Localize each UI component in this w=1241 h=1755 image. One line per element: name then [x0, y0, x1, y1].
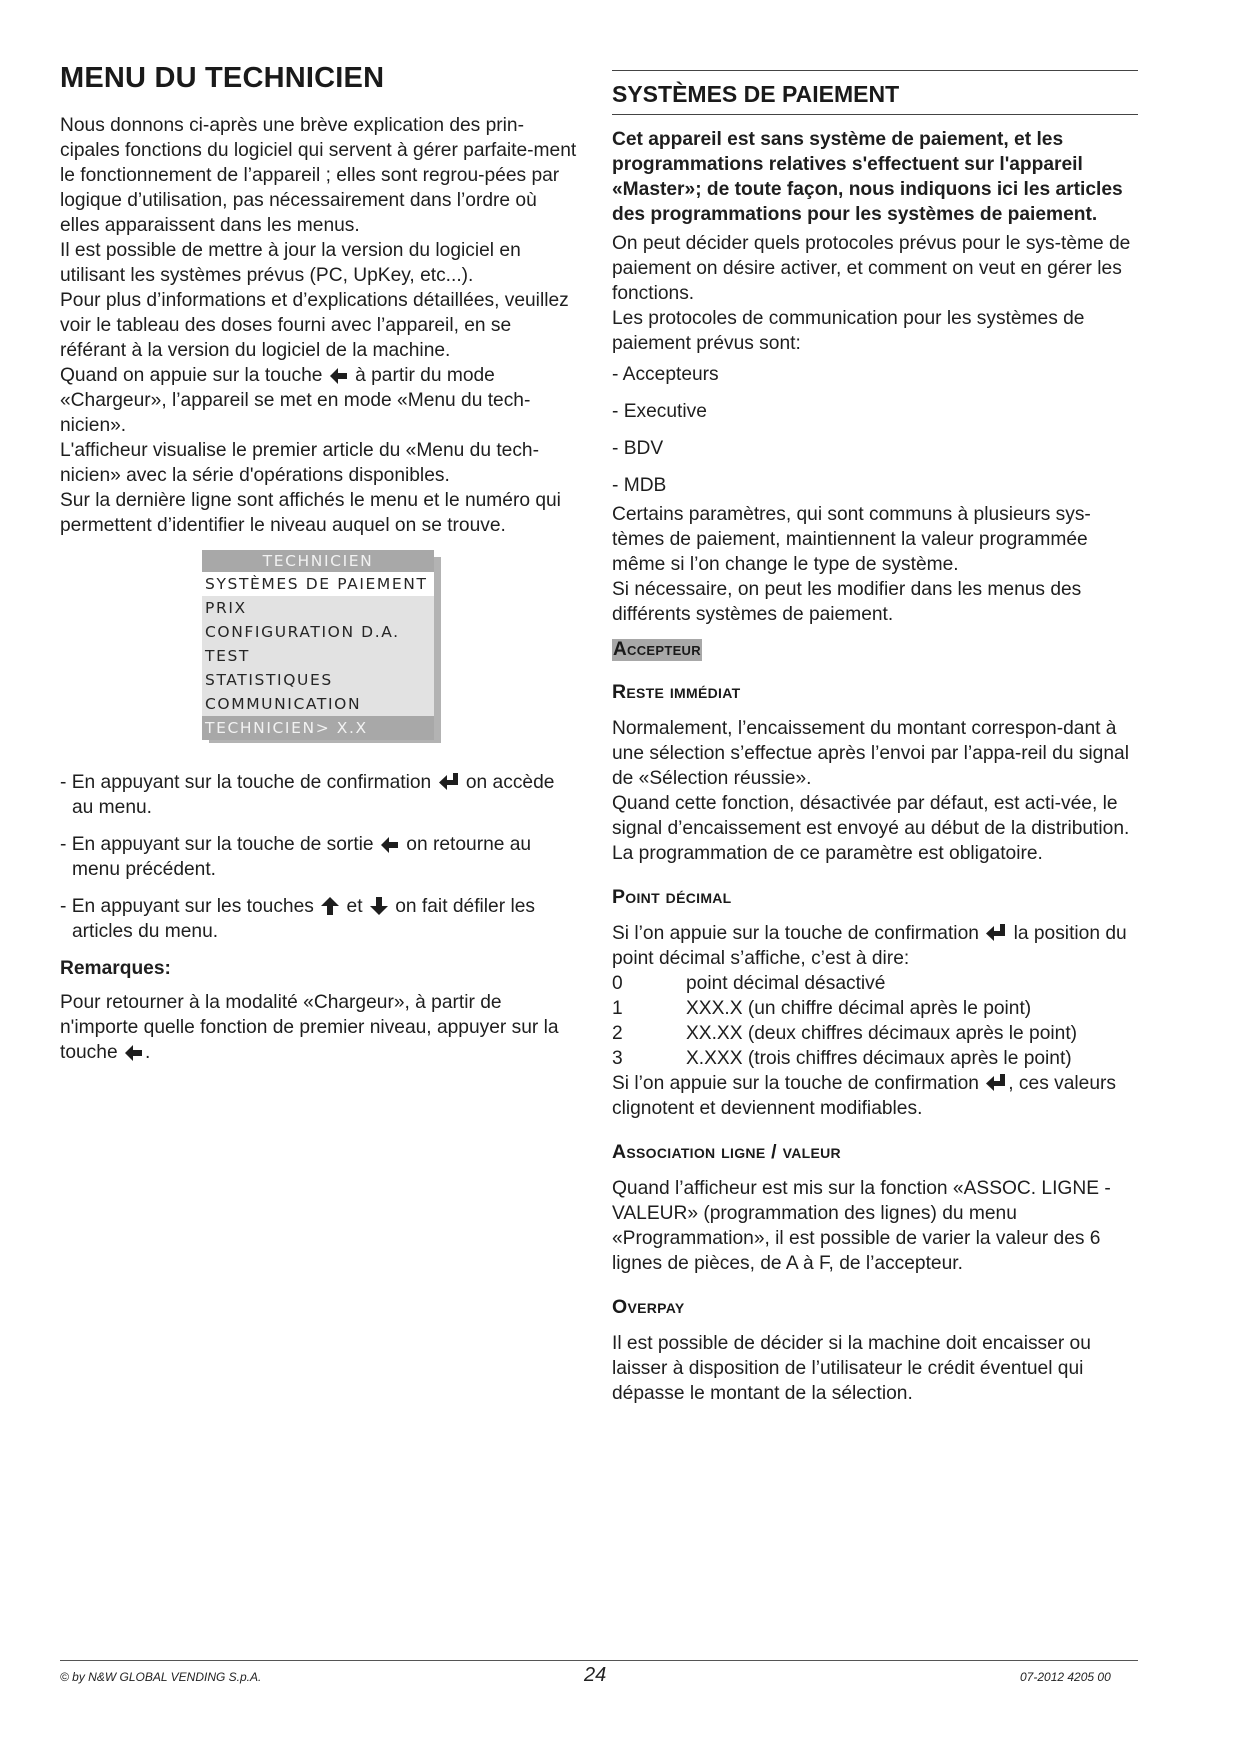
- protocol-item: - Executive: [612, 401, 707, 422]
- table-value: point décimal désactivé: [686, 973, 886, 994]
- paragraph-text: Si l’on appuie sur la touche de confirmation: [612, 1073, 979, 1094]
- list-item-text: on retourne au menu précédent.: [72, 834, 532, 880]
- paragraph: Il est possible de mettre à jour la version du logiciel en utilisant les systèmes prévus (PC, UpKey, etc...).: [60, 240, 521, 286]
- paragraph: Nous donnons ci-après une brève explication des prin-cipales fonctions du logiciel qui servent à gérer parfaite-ment le fonctionnement de l’appareil ; elles sont regrou-pées par logique d’utilisation, pas nécessairement dans l’ordre où elles apparaissent dans les menus.: [60, 115, 577, 236]
- paragraph: Il est possible de décider si la machine doit encaisser ou laisser à disposition de l’utilisateur le crédit éventuel qui dépasse le montant de la sélection.: [612, 1333, 1091, 1404]
- lcd-footer: TECHNICIEN> X.X: [202, 716, 434, 740]
- protocol-item: - MDB: [612, 475, 667, 496]
- enter-icon: [986, 924, 1006, 942]
- table-key: 1: [612, 998, 623, 1019]
- paragraph: Quand cette fonction, désactivée par défaut, est acti-vée, le signal d’encaissement est envoyé au début de la distribution.: [612, 793, 1130, 839]
- table-key: 2: [612, 1023, 623, 1044]
- table-row: [612, 1046, 1138, 1071]
- lcd-item: CONFIGURATION D.A.: [205, 623, 400, 641]
- list-item: [60, 894, 580, 944]
- footer-copyright: © by N&W GLOBAL VENDING S.p.A.: [60, 1670, 262, 1684]
- list-item-text: on fait défiler les articles du menu.: [72, 896, 535, 942]
- remarks-paragraph: [60, 990, 580, 1065]
- page-number: 24: [584, 1664, 607, 1686]
- list-item-text: - En appuyant sur la touche de confirmation: [60, 772, 432, 793]
- paragraph: [60, 363, 580, 438]
- table-row: [612, 1021, 1138, 1046]
- table-value: X.XXX (trois chiffres décimaux après le point): [686, 1048, 1072, 1069]
- lcd-title: TECHNICIEN: [202, 550, 434, 572]
- paragraph: Sur la dernière ligne sont affichés le menu et le numéro qui permettent d’identifier le niveau auquel on se trouve.: [60, 490, 561, 536]
- paragraph: Si nécessaire, on peut les modifier dans les menus des différents systèmes de paiement.: [612, 579, 1082, 625]
- paragraph: [612, 1071, 1138, 1121]
- table-value: XXX.X (un chiffre décimal après le point): [686, 998, 1032, 1019]
- paragraph-text: à partir du mode «Chargeur», l’appareil se met en mode «Menu du tech-nicien».: [60, 365, 531, 436]
- list-item-text: - En appuyant sur la touche de sortie: [60, 834, 374, 855]
- paragraph: Certains paramètres, qui sont communs à plusieurs sys-tèmes de paiement, maintiennent la valeur programmée même si l’on change le type de système.: [612, 504, 1091, 575]
- right-column: [612, 70, 1138, 1406]
- paragraph-text: Si l’on appuie sur la touche de confirmation: [612, 923, 979, 944]
- lcd-item-selected: SYSTÈMES DE PAIEMENT: [202, 572, 434, 596]
- table-key: 3: [612, 1048, 623, 1069]
- paragraph: L'afficheur visualise le premier article du «Menu du tech-nicien» avec la série d'opérations disponibles.: [60, 440, 539, 486]
- lcd-item: STATISTIQUES: [205, 671, 333, 689]
- paragraph: Pour plus d’informations et d’explications détaillées, veuillez voir le tableau des doses fourni avec l’appareil, en se référant à la version du logiciel de la machine.: [60, 290, 569, 361]
- table-row: [612, 971, 1138, 996]
- paragraph: Quand l’afficheur est mis sur la fonction «ASSOC. LIGNE - VALEUR» (programmation des lignes) du menu «Programmation», il est possible de varier la valeur des 6 lignes de pièces, de A à F, de l’accepteur.: [612, 1178, 1111, 1274]
- enter-icon: [986, 1074, 1006, 1092]
- enter-icon: [439, 773, 459, 791]
- paragraph-text: Pour retourner à la modalité «Chargeur», à partir de n'importe quelle fonction de premier niveau, appuyer sur la touche: [60, 992, 559, 1063]
- back-arrow-icon: [330, 368, 348, 384]
- paragraph: La programmation de ce paramètre est obligatoire.: [612, 843, 1043, 864]
- subsection-title: Reste immédiat: [612, 681, 741, 703]
- paragraph-text: , ces valeurs clignotent et deviennent modifiables.: [612, 1073, 1116, 1119]
- paragraph: [612, 921, 1138, 971]
- lcd-item: TEST: [205, 647, 250, 665]
- paragraph-text: Quand on appuie sur la touche: [60, 365, 323, 386]
- table-value: XX.XX (deux chiffres décimaux après le point): [686, 1023, 1078, 1044]
- back-arrow-icon: [381, 837, 399, 853]
- list-item-text: - En appuyant sur les touches: [60, 896, 314, 917]
- list-item: [60, 832, 580, 882]
- subsection-title: Point décimal: [612, 886, 732, 908]
- left-column: [60, 62, 580, 1065]
- document-reference: 07-2012 4205 00: [1020, 1670, 1111, 1684]
- footer-divider: [60, 1660, 1138, 1661]
- protocol-item: - BDV: [612, 438, 664, 459]
- lcd-display: [202, 550, 434, 736]
- section-title-technician-menu: MENU DU TECHNICIEN: [60, 62, 385, 94]
- arrow-down-icon: [370, 897, 388, 915]
- remarks-heading: Remarques:: [60, 958, 171, 979]
- paragraph-text: la position du point décimal s’affiche, c’est à dire:: [612, 923, 1127, 969]
- section-title-payment-systems: SYSTÈMES DE PAIEMENT: [612, 71, 1138, 115]
- intro-bold-paragraph: Cet appareil est sans système de paiement, et les programmations relatives s'effectuent sur l'appareil «Master»; de toute façon, nous indiquons ici les articles des programmations pour les systèmes de paiement.: [612, 129, 1123, 225]
- decimal-table: [612, 971, 1138, 1071]
- table-key: 0: [612, 973, 623, 994]
- back-arrow-icon: [125, 1045, 143, 1061]
- lcd-item: PRIX: [205, 599, 247, 617]
- table-row: [612, 996, 1138, 1021]
- protocol-item: - Accepteurs: [612, 364, 719, 385]
- paragraph-text: .: [144, 1042, 151, 1063]
- list-item-text: on accède au menu.: [72, 772, 555, 818]
- key-instructions: [60, 770, 580, 944]
- subsection-title: Association ligne / valeur: [612, 1141, 841, 1163]
- list-item-text: et: [346, 896, 363, 917]
- subsection-title: Overpay: [612, 1296, 685, 1318]
- paragraph: Normalement, l’encaissement du montant correspon-dant à une sélection s’effectue après l’envoi par l’appa-reil du signal de «Sélection réussie».: [612, 718, 1129, 789]
- accepteur-label: Accepteur: [613, 639, 701, 660]
- lcd-screen: [202, 550, 434, 736]
- paragraph: Les protocoles de communication pour les systèmes de paiement prévus sont:: [612, 308, 1085, 354]
- list-item: [60, 770, 580, 820]
- lcd-item: COMMUNICATION: [205, 695, 362, 713]
- paragraph: On peut décider quels protocoles prévus pour le sys-tème de paiement on désire activer, et comment on veut en gérer les fonctions.: [612, 233, 1131, 304]
- arrow-up-icon: [321, 897, 339, 915]
